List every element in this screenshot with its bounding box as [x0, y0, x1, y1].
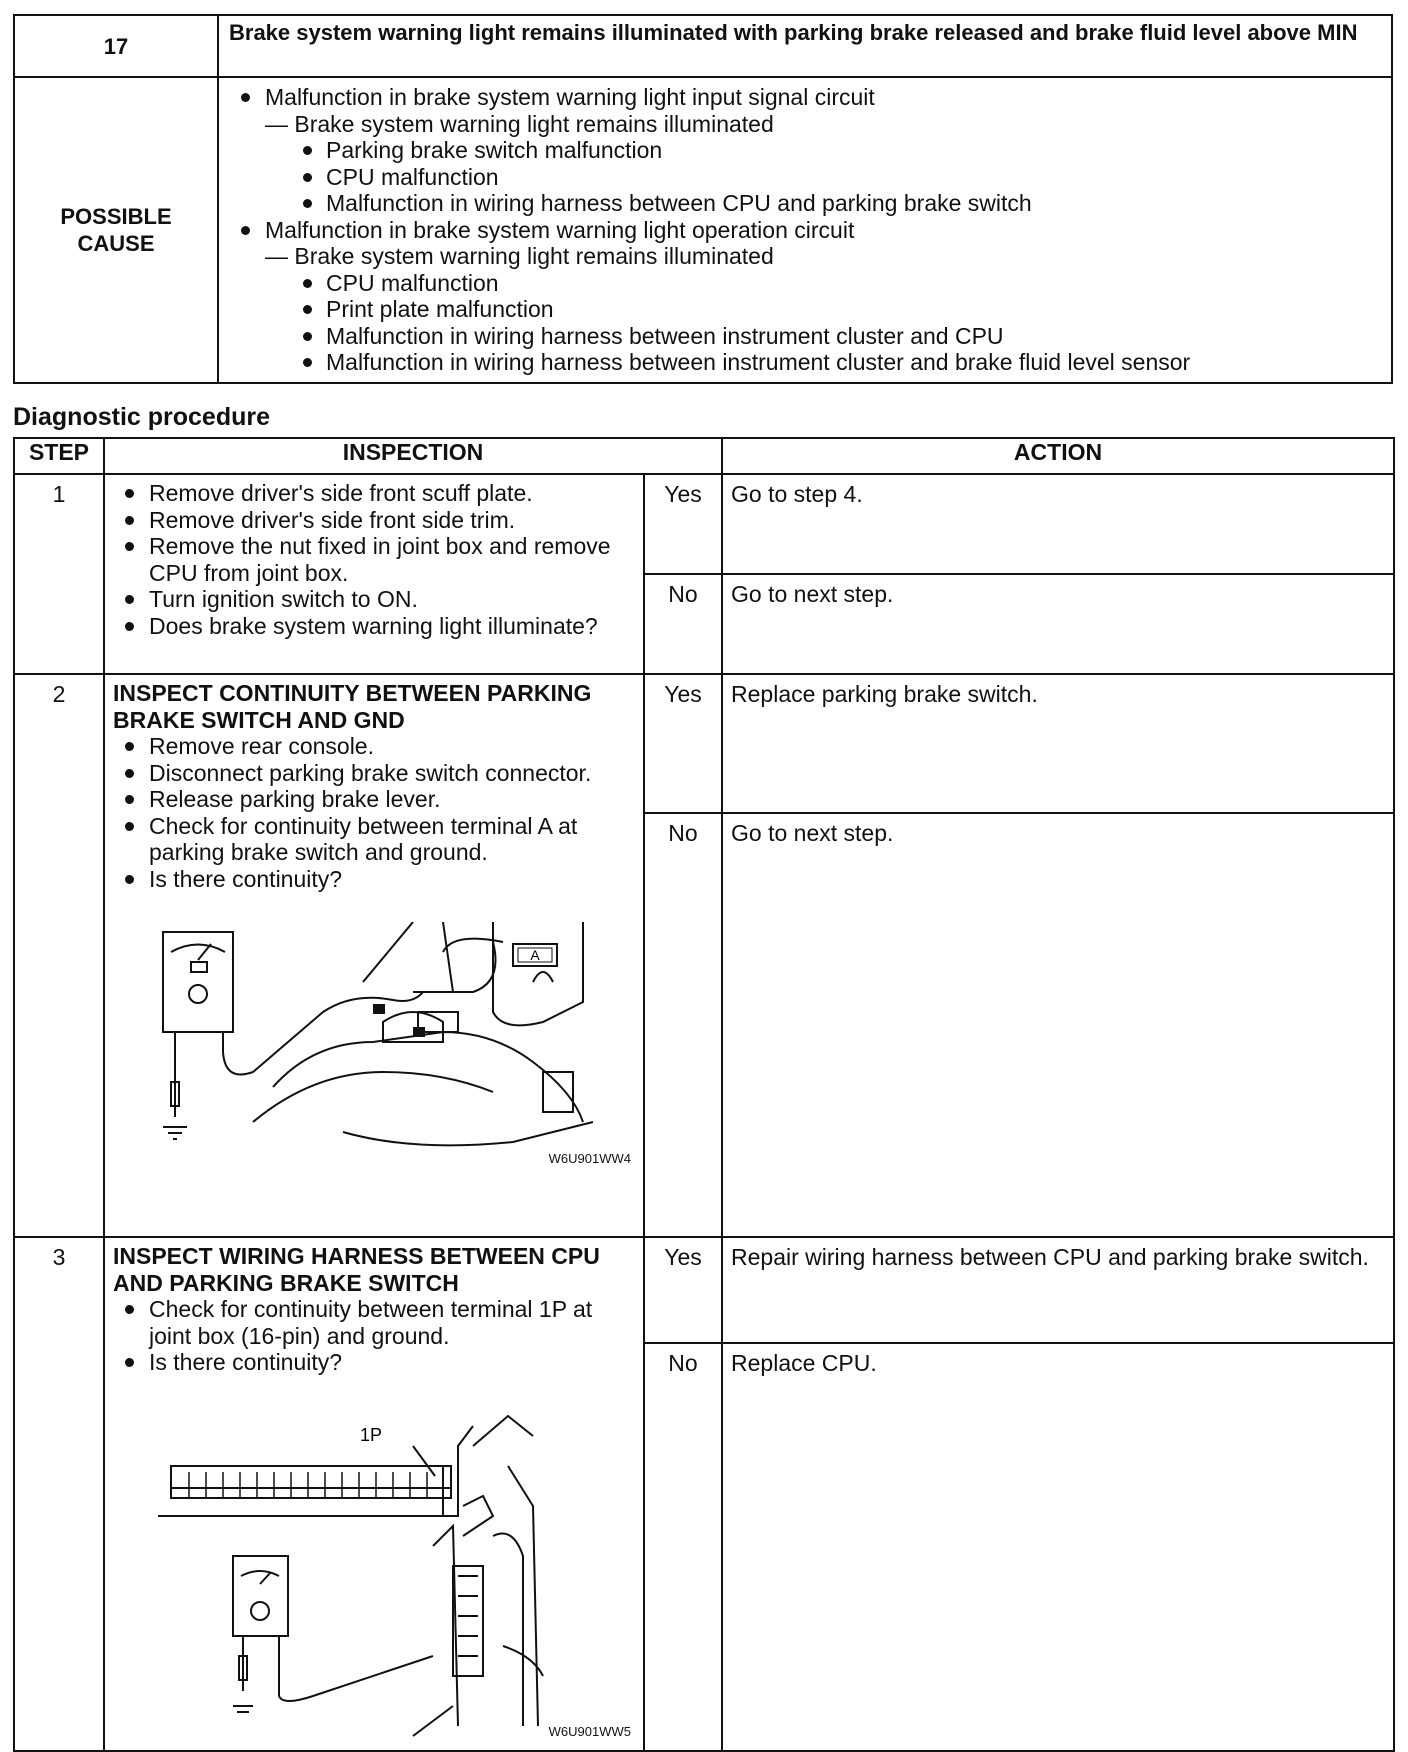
- inspection-step-1: [104, 474, 644, 674]
- inspection-bullet: Remove driver's side front side trim.: [113, 507, 635, 534]
- cause-detail: CPU malfunction: [233, 270, 1383, 297]
- no-label: No: [644, 1343, 722, 1751]
- no-action: Go to next step.: [722, 574, 1394, 674]
- inspection-bullet: Does brake system warning light illuminate?: [113, 613, 635, 640]
- ohmmeter-diagram: [113, 922, 633, 1172]
- section-heading: Diagnostic procedure: [13, 403, 270, 431]
- yes-action: Go to step 4.: [722, 474, 1394, 574]
- parking-brake-switch-figure: [113, 922, 635, 1172]
- cause-item: Malfunction in brake system warning light operation circuit: [233, 217, 1383, 244]
- trouble-number: 17: [14, 15, 218, 77]
- inspection-bullet: Turn ignition switch to ON.: [113, 586, 635, 613]
- cause-list: [218, 77, 1392, 383]
- terminal-label: A: [530, 947, 540, 963]
- inspection-step-3: [104, 1237, 644, 1751]
- diagnostic-table: [13, 437, 1395, 1752]
- cause-item: Malfunction in brake system warning light input signal circuit: [233, 84, 1383, 111]
- step-number: 3: [14, 1237, 104, 1751]
- yes-action: Replace parking brake switch.: [722, 674, 1394, 813]
- cause-detail: Print plate malfunction: [233, 296, 1383, 323]
- figure-code: W6U901WW5: [548, 1724, 631, 1739]
- cause-detail: CPU malfunction: [233, 164, 1383, 191]
- cause-detail: Malfunction in wiring harness between instrument cluster and CPU: [233, 323, 1383, 350]
- figure-code: W6U901WW4: [548, 1150, 631, 1166]
- cause-detail: Malfunction in wiring harness between CPU and parking brake switch: [233, 190, 1383, 217]
- header-step: STEP: [14, 438, 104, 474]
- inspection-bullet: Remove rear console.: [113, 733, 635, 760]
- yes-label: Yes: [644, 674, 722, 813]
- inspection-title: INSPECT CONTINUITY BETWEEN PARKING BRAKE SWITCH AND GND: [113, 680, 592, 733]
- inspection-bullet: Check for continuity between terminal A at parking brake switch and ground.: [113, 813, 635, 866]
- cause-sub: — Brake system warning light remains illuminated: [265, 110, 774, 137]
- cause-detail: Parking brake switch malfunction: [233, 137, 1383, 164]
- joint-box-diagram: [113, 1406, 633, 1746]
- possible-cause-table: [13, 14, 1393, 384]
- possible-cause-label: POSSIBLE CAUSE: [14, 77, 218, 383]
- step-number: 2: [14, 674, 104, 1237]
- no-action: Replace CPU.: [722, 1343, 1394, 1751]
- inspection-bullet: Release parking brake lever.: [113, 786, 635, 813]
- inspection-title: INSPECT WIRING HARNESS BETWEEN CPU AND PARKING BRAKE SWITCH: [113, 1243, 600, 1296]
- no-action: Go to next step.: [722, 813, 1394, 1237]
- terminal-label: 1P: [359, 1424, 383, 1445]
- inspection-step-2: [104, 674, 644, 1237]
- yes-label: Yes: [644, 1237, 722, 1343]
- cause-sub: — Brake system warning light remains illuminated: [265, 243, 774, 269]
- joint-box-figure: [113, 1406, 635, 1746]
- header-inspection: INSPECTION: [104, 438, 722, 474]
- yes-action: Repair wiring harness between CPU and parking brake switch.: [722, 1237, 1394, 1343]
- inspection-bullet: Is there continuity?: [113, 1349, 635, 1376]
- inspection-bullet: Check for continuity between terminal 1P at joint box (16-pin) and ground.: [113, 1296, 635, 1349]
- inspection-bullet: Disconnect parking brake switch connector.: [113, 760, 635, 787]
- step-number: 1: [14, 474, 104, 674]
- inspection-bullet: Remove the nut fixed in joint box and remove CPU from joint box.: [113, 533, 635, 586]
- header-action: ACTION: [722, 438, 1394, 474]
- trouble-title: Brake system warning light remains illuminated with parking brake released and brake fluid level above MIN: [218, 15, 1392, 77]
- no-label: No: [644, 574, 722, 674]
- inspection-bullet: Is there continuity?: [113, 866, 635, 893]
- yes-label: Yes: [644, 474, 722, 574]
- cause-detail: Malfunction in wiring harness between instrument cluster and brake fluid level sensor: [233, 349, 1383, 376]
- no-label: No: [644, 813, 722, 1237]
- inspection-bullet: Remove driver's side front scuff plate.: [113, 480, 635, 507]
